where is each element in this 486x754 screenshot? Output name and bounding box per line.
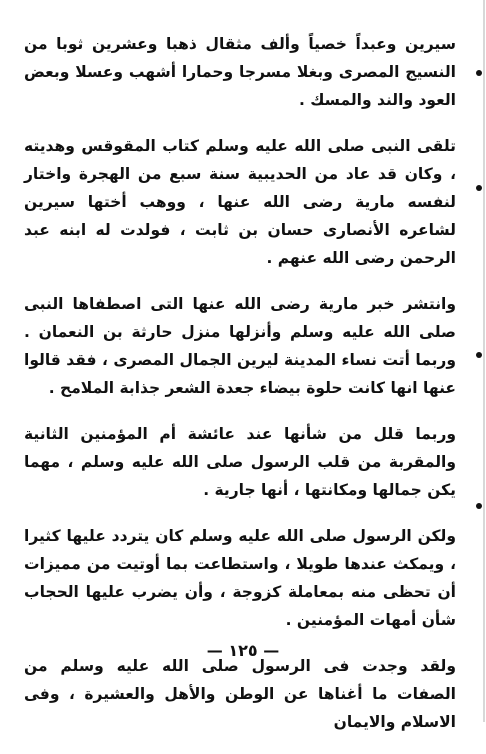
page-edge [483,0,485,722]
margin-mark [476,352,482,358]
margin-mark [476,70,482,76]
paragraph: ولقد وجدت فى الرسول صلى الله عليه وسلم من الصفات ما أغناها عن الوطن والأهل والعشيرة ، وفى الاسلام والايمان [24,657,456,731]
page-number: — ١٢٥ — [206,641,280,660]
paragraph: سيرين وعبداً خصياً وألف مثقال ذهبا وعشرين ثوبا من النسيج المصرى وبغلا مسرجا وحمارا أشهب وعسلا وبعض العود والند والمسك . [24,35,456,109]
paragraph: وانتشر خبر مارية رضى الله عنها التى اصطفاها النبى صلى الله عليه وسلم وأنزلها منزل حارثة بن النعمان . وربما أتت نساء المدينة ليرين الجمال المصرى ، فقد قالوا عنها انها كانت حلوة بيضاء جعدة الشعر جذابة الملامح . [24,295,456,397]
paragraph: وربما قلل من شأنها عند عائشة أم المؤمنين الثانية والمقربة من قلب الرسول صلى الله عليه وسلم ، مهما يكن جمالها ومكانتها ، أنها جارية . [24,425,456,499]
paragraph: ولكن الرسول صلى الله عليه وسلم كان يتردد عليها كثيرا ، ويمكث عندها طويلا ، واستطاعت بما أوتيت من مميزات أن تحظى منه بمعاملة كزوجة ، وأن يضرب عليها الحجاب شأن أمهات المؤمنين . [24,527,456,629]
paragraph: تلقى النبى صلى الله عليه وسلم كتاب المقوقس وهديته ، وكان قد عاد من الحديبية سنة سبع من الهجرة واختار لنفسه مارية رضى الله عنها ، ووهب أختها سيرين لشاعره الأنصارى حسان بن ثابت ، فولدت له ابنه عبد الرحمن رضى الله عنهم . [24,137,456,267]
margin-mark [476,185,482,191]
margin-mark [476,503,482,509]
